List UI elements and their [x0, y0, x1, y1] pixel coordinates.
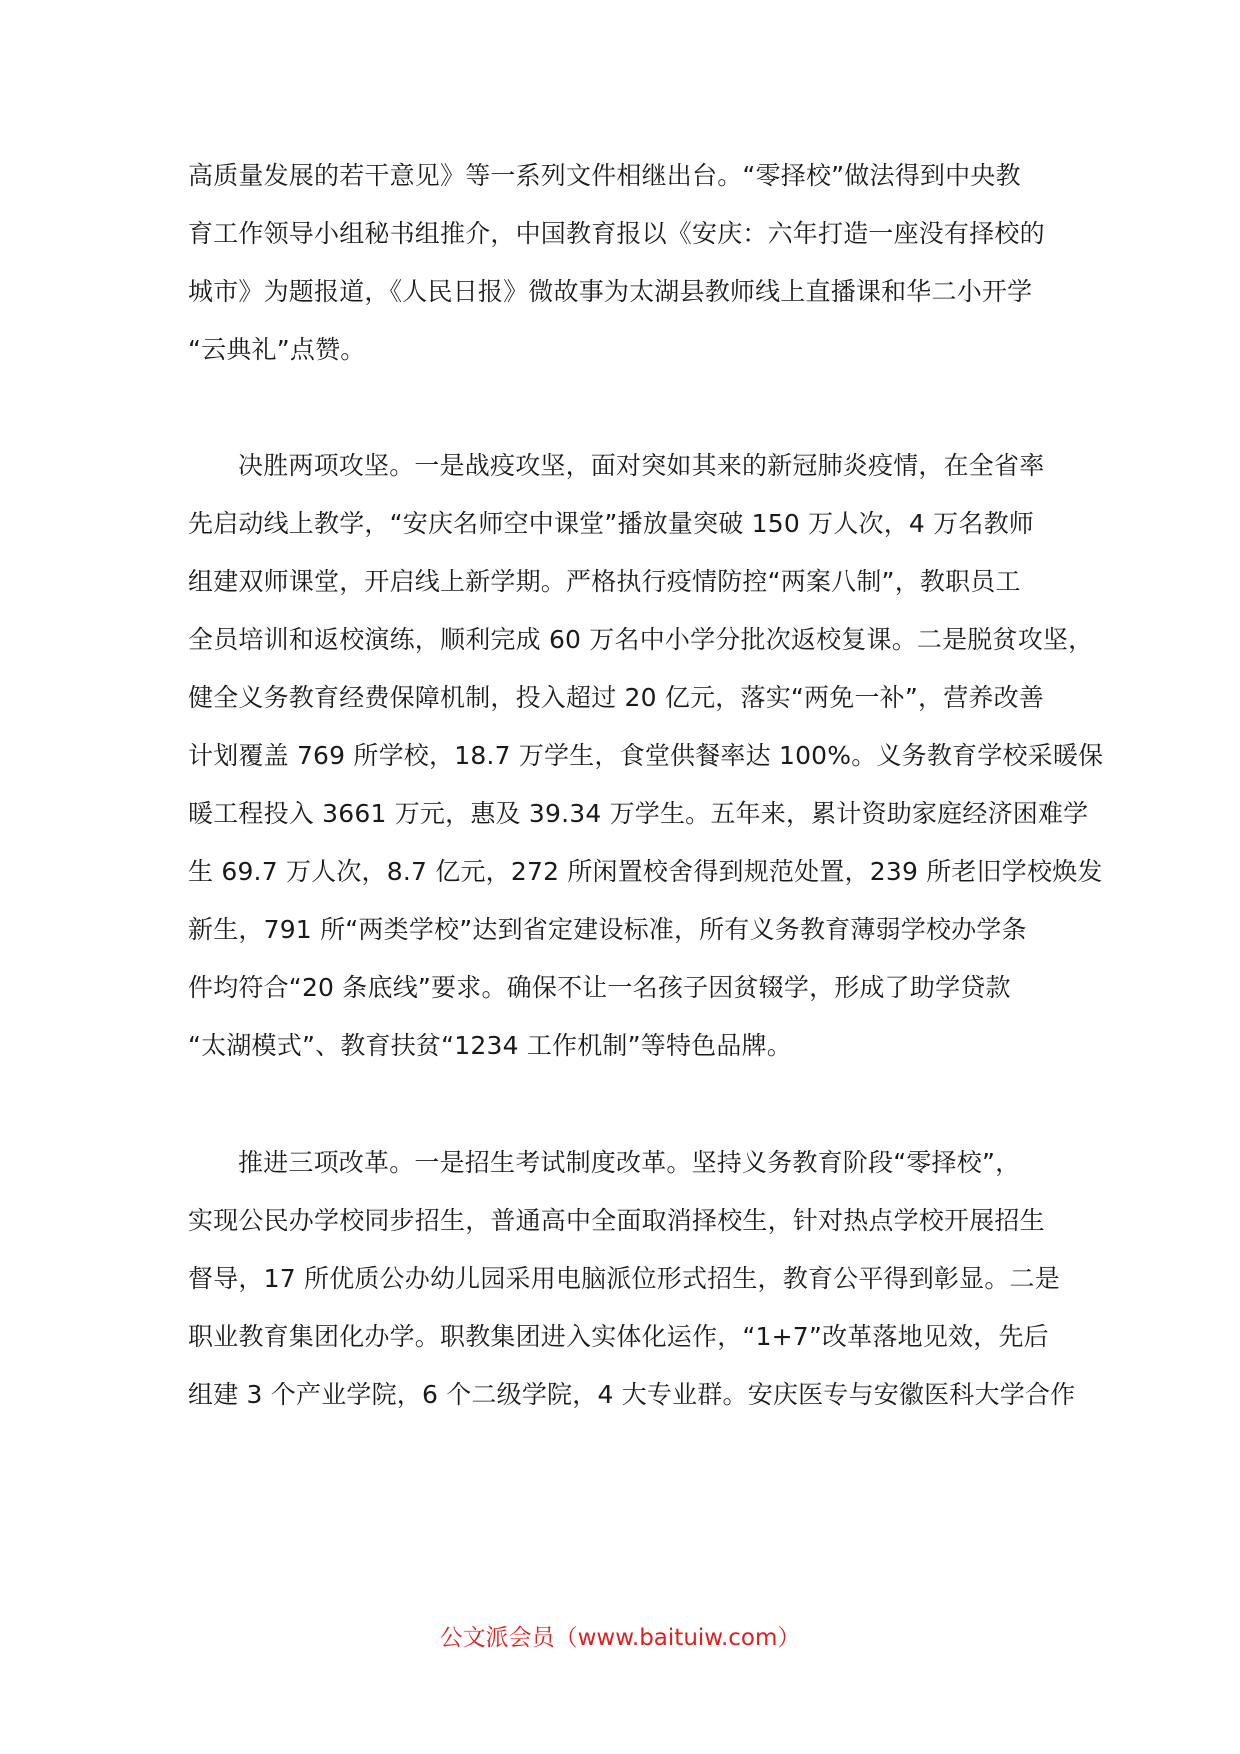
text-line: 高质量发展的若干意见》等一系列文件相继出台。“零择校”做法得到中央教 [188, 161, 1021, 190]
text-line: 育工作领导小组秘书组推介，中国教育报以《安庆：六年打造一座没有择校的 [188, 219, 1045, 248]
text-line: 生 69.7 万人次，8.7 亿元，272 所闲置校舍得到规范处置，239 所老旧学校焕发 [188, 857, 1103, 886]
text-line: 组建双师课堂，开启线上新学期。严格执行疫情防控“两案八制”，教职员工 [188, 567, 1021, 596]
text-line: 督导，17 所优质公办幼儿园采用电脑派位形式招生，教育公平得到彰显。二是 [188, 1264, 1060, 1293]
text-line: 暖工程投入 3661 万元，惠及 39.34 万学生。五年来，累计资助家庭经济困难学 [188, 799, 1089, 828]
text-line: 职业教育集团化办学。职教集团进入实体化运作，“1+7”改革落地见效，先后 [188, 1322, 1049, 1351]
text-line: “云典礼”点赞。 [188, 335, 366, 364]
text-line: 健全义务教育经费保障机制，投入超过 20 亿元，落实“两免一补”，营养改善 [188, 683, 1045, 712]
paragraph-first-line: 决胜两项攻坚。一是战疫攻坚，面对突如其来的新冠肺炎疫情，在全省率 [238, 451, 1045, 480]
text-line: 实现公民办学校同步招生，普通高中全面取消择校生，针对热点学校开展招生 [188, 1206, 1045, 1235]
text-line: 城市》为题报道，《人民日报》微故事为太湖县教师线上直播课和华二小开学 [188, 277, 1033, 306]
text-line: “太湖模式”、教育扶贫“1234 工作机制”等特色品牌。 [188, 1031, 792, 1060]
text-line: 组建 3 个产业学院，6 个二级学院，4 大专业群。安庆医专与安徽医科大学合作 [188, 1380, 1076, 1409]
text-line: 新生，791 所“两类学校”达到省定建设标准，所有义务教育薄弱学校办学条 [188, 915, 1027, 944]
text-line: 计划覆盖 769 所学校，18.7 万学生，食堂供餐率达 100%。义务教育学校采暖保 [188, 741, 1104, 770]
footer-watermark: 公文派会员（www.baituiw.com） [439, 1625, 801, 1651]
text-line: 全员培训和返校演练，顺利完成 60 万名中小学分批次返校复课。二是脱贫攻坚， [188, 625, 1094, 654]
paragraph-first-line: 推进三项改革。一是招生考试制度改革。坚持义务教育阶段“零择校”， [238, 1148, 1021, 1177]
text-line: 件均符合“20 条底线”要求。确保不让一名孩子因贫辍学，形成了助学贷款 [188, 973, 1011, 1002]
text-line: 先启动线上教学，“安庆名师空中课堂”播放量突破 150 万人次，4 万名教师 [188, 509, 1034, 538]
